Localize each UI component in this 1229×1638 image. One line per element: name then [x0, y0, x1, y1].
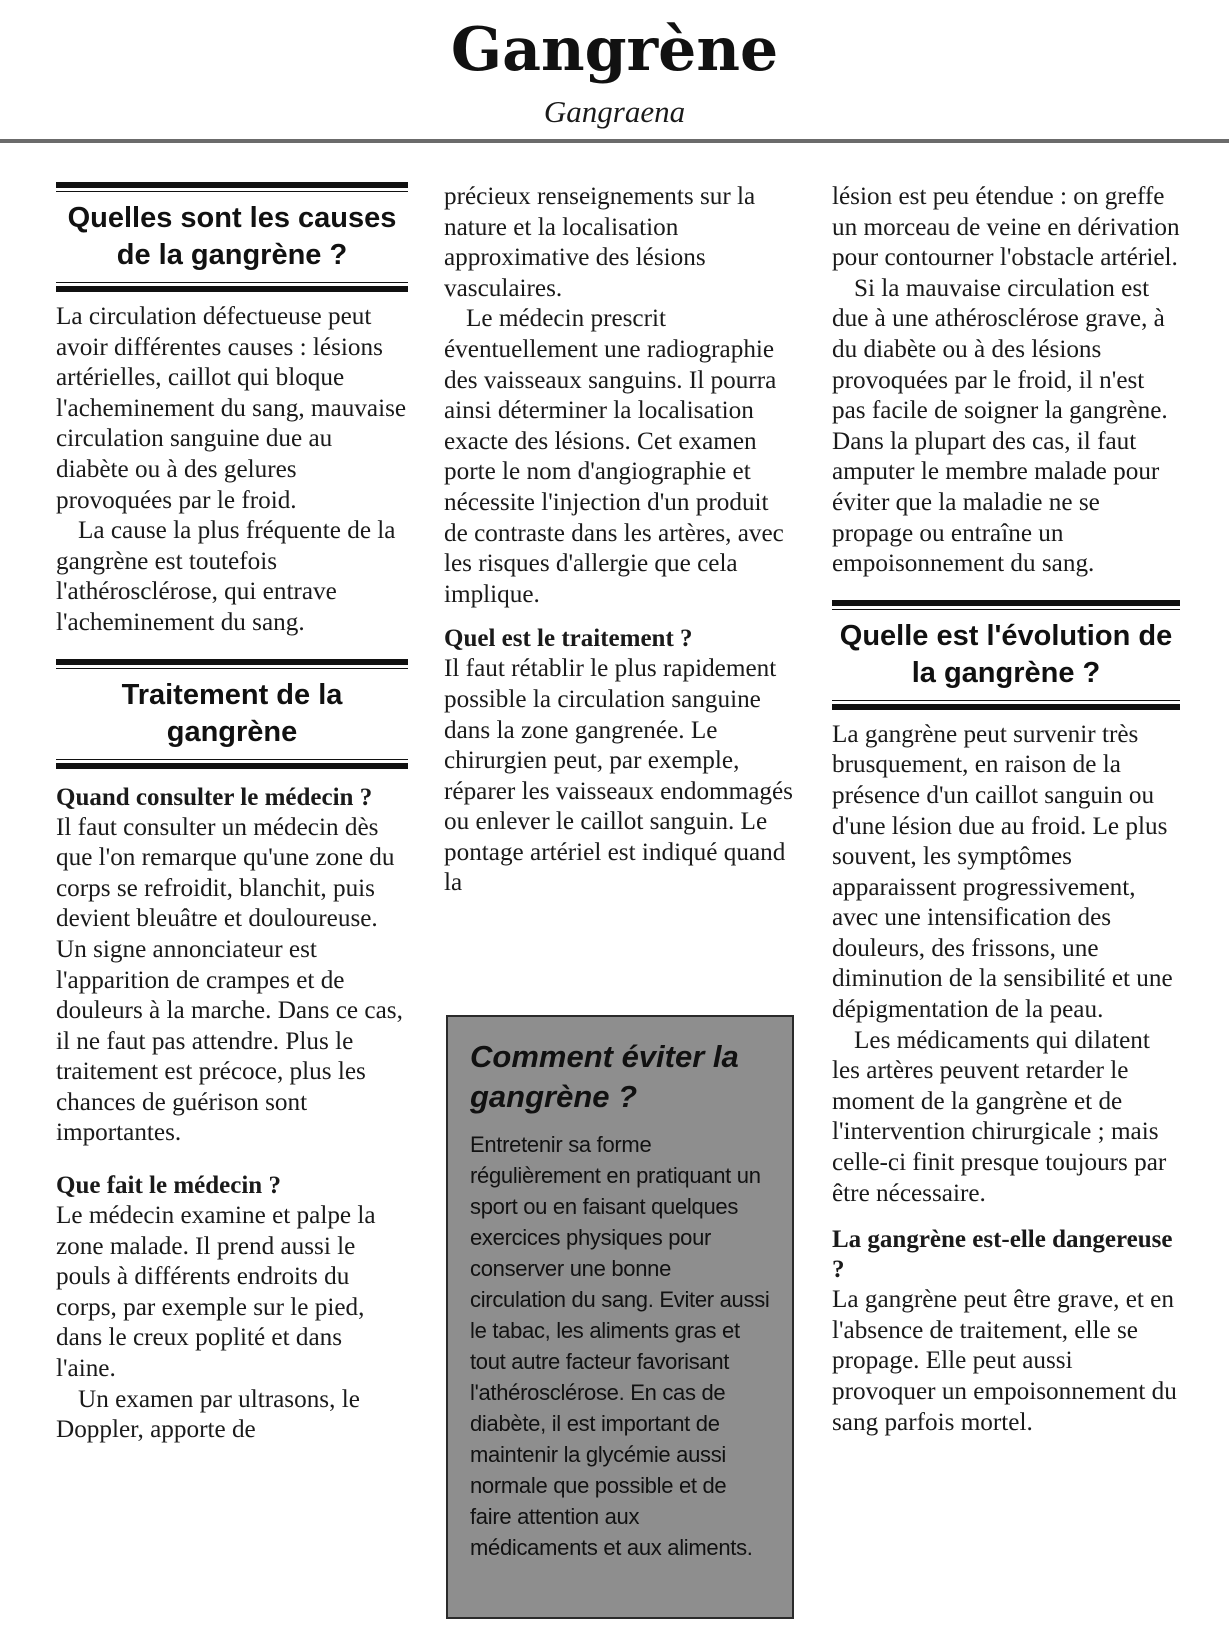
column-3	[832, 182, 1180, 1438]
paragraph: La gangrène peut être grave, et en l'absence de traitement, elle se propage. Elle peut aussi provoquer un empoisonnement du sang parfois mortel.	[832, 1286, 1177, 1436]
paragraph: Il faut consulter un médecin dès que l'on remarque qu'une zone du corps se refroidit, blanchit, puis devient bleuâtre et douloureuse. Un signe annonciateur est l'apparition de crampes et de douleurs à la marche. Dans ce cas, il ne faut pas attendre. Plus le traitement est précoce, plus les chances de guérison sont importantes.	[56, 813, 403, 1147]
section-heading-evolution: Quelle est l'évolution de la gangrène ?	[839, 619, 1173, 689]
paragraph: Il faut rétablir le plus rapidement possible la circulation sanguine dans la zone gangrenée. Le chirurgien peut, par exemple, réparer les vaisseaux endommagés ou enlever le caillot sanguin. Le pontage artériel est indiqué quand la	[444, 655, 793, 897]
rule	[56, 182, 408, 188]
page-title: Gangrène	[450, 15, 779, 85]
paragraph: Les médicaments qui dilatent les artères peuvent retarder le moment de la gangrène et de l'intervention chirurgicale ; mais celle-ci finit presque toujours par être nécessaire.	[832, 1026, 1167, 1207]
subheading-quefait: Que fait le médecin ?	[56, 1172, 281, 1200]
subheading-traitement: Quel est le traitement ?	[444, 625, 693, 653]
prevention-text: Entretenir sa forme régulièrement en pratiquant un sport ou en faisant quelques exercices physiques pour conserver une bonne circulation du sang. Eviter aussi le tabac, les aliments gras et tout autre facteur favorisant l'athérosclérose. En cas de diabète, il est important de maintenir la glycémie aussi normale que possible et de faire attention aux médicaments et aux aliments.	[470, 1132, 770, 1560]
header-divider	[0, 139, 1229, 143]
paragraph: Un examen par ultrasons, le Doppler, apporte de	[56, 1385, 360, 1444]
rule	[832, 704, 1180, 710]
rule	[832, 700, 1180, 701]
paragraph: Si la mauvaise circulation est due à une athérosclérose grave, à du diabète ou à des lésions provoquées par le froid, il n'est pas facile de soigner la gangrène. Dans la plupart des cas, il faut amputer le membre malade pour éviter que la maladie ne se propage ou entraîne un empoisonnement du sang.	[832, 274, 1168, 578]
paragraph: Le médecin prescrit éventuellement une radiographie des vaisseaux sanguins. Il pourra ainsi déterminer la localisation exacte des lésions. Cet examen porte le nom d'angiographie et nécessite l'injection d'un produit de contraste dans les artères, avec les risques d'allergie que cela implique.	[444, 305, 784, 608]
rule	[56, 191, 408, 192]
column-2	[444, 182, 794, 899]
paragraph: La circulation défectueuse peut avoir différentes causes : lésions artérielles, caillot qui bloque l'acheminement du sang, mauvaise circulation sanguine due au diabète ou à des gelures provoquées par le froid.	[56, 303, 407, 514]
prevention-heading: Comment éviter la gangrène ?	[470, 1039, 739, 1114]
rule	[56, 286, 408, 292]
subheading-danger: La gangrène est-elle dangereuse ?	[832, 1226, 1173, 1284]
rule	[832, 609, 1180, 610]
rule	[56, 759, 408, 760]
section-header-traitement	[56, 659, 408, 769]
paragraph: précieux renseignements sur la nature et la localisation approximative des lésions vasculaires.	[444, 183, 756, 302]
paragraph: La gangrène peut survenir très brusquement, en raison de la présence d'un caillot sanguin ou d'une lésion due au froid. Le plus souvent, les symptômes apparaissent progressivement, avec une intensification des douleurs, des frissons, une diminution de la sensibilité et une dépigmentation de la peau.	[832, 720, 1173, 1024]
section-heading-traitement: Traitement de la gangrène	[121, 678, 343, 748]
paragraph: La cause la plus fréquente de la gangrène est toutefois l'athérosclérose, qui entrave l'acheminement du sang.	[56, 517, 396, 636]
prevention-box	[446, 1015, 794, 1619]
rule	[56, 763, 408, 769]
rule	[56, 659, 408, 665]
rule	[56, 668, 408, 669]
section-heading-causes: Quelles sont les causes de la gangrène ?	[67, 202, 397, 271]
column-1	[56, 182, 408, 1446]
rule	[832, 600, 1180, 606]
section-header-evolution	[832, 600, 1180, 710]
subheading-quand: Quand consulter le médecin ?	[56, 783, 373, 811]
paragraph: Le médecin examine et palpe la zone malade. Il prend aussi le pouls à différents endroits du corps, par exemple sur le pied, dans le creux poplité et dans l'aine.	[56, 1202, 376, 1383]
rule	[56, 282, 408, 283]
paragraph: lésion est peu étendue : on greffe un morceau de veine en dérivation pour contourner l'obstacle artériel.	[832, 183, 1180, 272]
section-header-causes	[56, 182, 408, 292]
page-subtitle: Gangraena	[543, 94, 686, 129]
